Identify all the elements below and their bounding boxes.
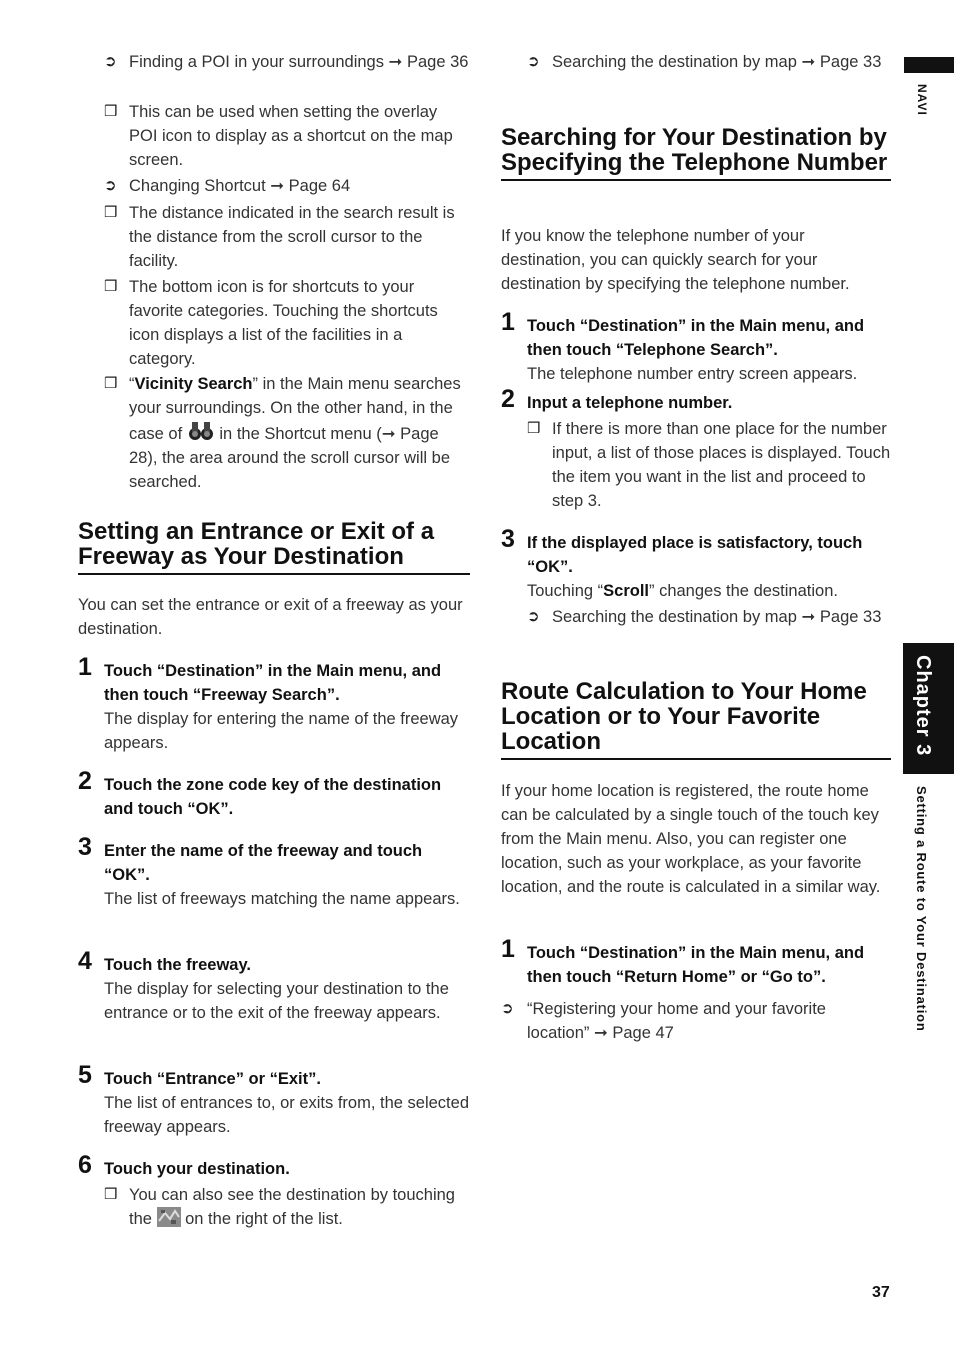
step-item: 1 Touch “Destination” in the Main menu, and then touch “Return Home” or “Go to”. <box>501 935 865 986</box>
arrow-bullet-icon: ➲ <box>104 53 117 70</box>
arrow-bullet-icon: ➲ <box>527 53 540 70</box>
home-intro: If your home location is registered, the route home can be calculated by a single touch of the touch key from the Main menu. Also, you can register one location, such as your workplace, as your favorite location, and the route is calculated in a similar way. <box>501 782 881 896</box>
checkbox-bullet-icon: ❒ <box>104 204 118 221</box>
step-item: 5 Touch “Entrance” or “Exit”. The list of entrances to, or exits from, the selected freeway appears. <box>78 1061 469 1136</box>
step-item: 1 Touch “Destination” in the Main menu, and then touch “Freeway Search”. The display for entering the name of the freeway appears. <box>78 653 459 752</box>
step-item: 1 Touch “Destination” in the Main menu, and then touch “Telephone Search”. The telephone number entry screen appears. <box>501 308 865 383</box>
map-thumbnail-icon <box>157 1207 181 1227</box>
list-item: ❒ You can also see the destination by touching the on the right of the list. <box>78 1183 470 1231</box>
arrow-bullet-icon: ➲ <box>527 608 540 625</box>
checkbox-bullet-icon: ❒ <box>104 278 118 295</box>
list-item: ➲ Searching the destination by map ➞ Page 33 <box>501 605 891 629</box>
list-item: ➲ Changing Shortcut ➞ Page 64 <box>78 174 470 198</box>
arrow-bullet-icon: ➲ <box>501 1000 514 1017</box>
list-item: ➲ “Registering your home and your favorite location” ➞ Page 47 <box>501 997 891 1045</box>
navi-tab-bar <box>904 57 954 73</box>
list-item: ❒ The bottom icon is for shortcuts to your favorite categories. Touching the shortcuts icon displays a list of the facilities in a category. <box>78 275 470 371</box>
checkbox-bullet-icon: ❒ <box>104 103 118 120</box>
list-item: ➲ Searching the destination by map ➞ Page 33 <box>501 50 891 74</box>
navi-label: NAVI <box>915 84 929 116</box>
step-item: 6 Touch your destination. <box>78 1151 290 1179</box>
step-item: 2 Input a telephone number. <box>501 385 733 413</box>
step-item: 4 Touch the freeway. The display for selecting your destination to the entrance or to the exit of the freeway appears. <box>78 947 449 1022</box>
list-item: ❒ If there is more than one place for the number input, a list of those places is displayed. Touch the item you want in the list and proceed to step 3. <box>501 417 891 513</box>
section-side-title: Setting a Route to Your Destination <box>914 786 929 1032</box>
list-item: ❒ The distance indicated in the search result is the distance from the scroll cursor to the facility. <box>78 201 470 273</box>
freeway-intro: You can set the entrance or exit of a freeway as your destination. <box>78 596 463 638</box>
section-heading-freeway: Setting an Entrance or Exit of a Freeway as Your Destination <box>78 519 470 575</box>
step-item: 2 Touch the zone code key of the destination and touch “OK”. <box>78 767 442 818</box>
list-item: ➲ Finding a POI in your surroundings ➞ Page 36 <box>78 50 470 74</box>
section-heading-telephone: Searching for Your Destination by Specifying the Telephone Number <box>501 125 891 181</box>
checkbox-bullet-icon: ❒ <box>104 375 118 392</box>
list-item: ❒ “Vicinity Search” in the Main menu searches your surroundings. On the other hand, in the case of in the Shortcut menu (➞ Page 28), the area around the scroll cursor will be searched. <box>78 372 470 494</box>
telephone-intro: If you know the telephone number of your destination, you can quickly search for your destination by specifying the telephone number. <box>501 227 850 293</box>
step-item: 3 If the displayed place is satisfactory, touch “OK”. Touching “Scroll” changes the destination. <box>501 525 863 600</box>
section-heading-home: Route Calculation to Your Home Location or to Your Favorite Location <box>501 679 891 760</box>
checkbox-bullet-icon: ❒ <box>527 420 541 437</box>
list-item: ❒ This can be used when setting the overlay POI icon to display as a shortcut on the map screen. <box>78 100 470 172</box>
page-number: 37 <box>872 1284 890 1301</box>
arrow-bullet-icon: ➲ <box>104 177 117 194</box>
binoculars-icon <box>187 420 215 442</box>
step-item: 3 Enter the name of the freeway and touch “OK”. The list of freeways matching the name appears. <box>78 833 460 908</box>
chapter-label: Chapter 3 <box>912 655 934 757</box>
checkbox-bullet-icon: ❒ <box>104 1186 118 1203</box>
